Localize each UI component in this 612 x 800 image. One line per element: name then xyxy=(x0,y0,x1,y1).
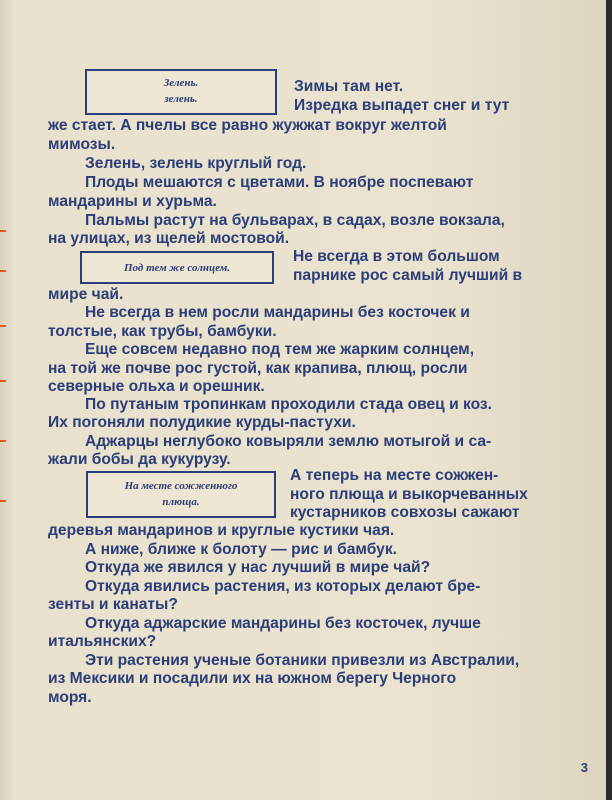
text-line: А ниже, ближе к болоту — рис и бамбук. xyxy=(85,541,397,558)
text-line: А теперь на месте сожжен- xyxy=(290,467,499,484)
text-line: на той же почве рос густой, как крапива, плющ, росли xyxy=(48,360,468,377)
text-line: Изредка выпадет снег и тут xyxy=(294,97,510,114)
text-line: По путаным тропинкам проходили стада овец и коз. xyxy=(85,396,493,413)
text-line: Аджарцы неглубоко ковыряли землю мотыгой и са- xyxy=(85,433,492,450)
margin-note-line: Зелень. xyxy=(163,77,199,89)
text-line: на улицах, из щелей мостовой. xyxy=(48,230,290,247)
text-line: Не всегда в этом большом xyxy=(293,248,500,265)
text-line: Плоды мешаются с цветами. В ноябре поспевают xyxy=(85,174,474,191)
text-line: Зелень, зелень круглый год. xyxy=(85,155,307,172)
margin-note-burned-ivy xyxy=(86,471,276,518)
text-line: кустарников совхозы сажают xyxy=(290,504,520,521)
text-line: из Мексики и посадили их на южном берегу Черного xyxy=(48,670,457,687)
text-line: Откуда аджарские мандарины без косточек, лучше xyxy=(85,615,481,632)
text-line: зенты и канаты? xyxy=(48,596,178,613)
margin-note-line: Под тем же солнцем. xyxy=(124,262,230,274)
text-line: итальянских? xyxy=(48,633,157,650)
text-line: Не всегда в нем росли мандарины без косточек и xyxy=(85,304,470,321)
text-line: парнике рос самый лучший в xyxy=(293,267,523,284)
text-line: деревья мандаринов и круглые кустики чая. xyxy=(48,522,395,539)
text-line: толстые, как трубы, бамбуки. xyxy=(48,323,277,340)
text-line: моря. xyxy=(48,689,92,706)
text-line: Откуда явились растения, из которых делают бре- xyxy=(85,578,481,595)
text-line: же стает. А пчелы все равно жужжат вокруг желтой xyxy=(48,117,447,134)
margin-note-same-sun xyxy=(80,251,274,284)
margin-note-line: зелень. xyxy=(164,93,198,105)
text-line: мимозы. xyxy=(48,136,116,153)
text-line: Зимы там нет. xyxy=(294,78,404,95)
text-line: Их погоняли полудикие курды-пастухи. xyxy=(48,414,356,431)
page-number: 3 xyxy=(580,760,588,775)
margin-note-line: На месте сожженного xyxy=(124,480,238,492)
text-line: Откуда же явился у нас лучший в мире чай? xyxy=(85,559,431,576)
text-line: жали бобы да кукурузу. xyxy=(48,451,231,468)
page-edge-marks xyxy=(0,230,8,550)
margin-note-line: плюща. xyxy=(162,496,200,508)
text-line: Пальмы растут на бульварах, в садах, возле вокзала, xyxy=(85,212,505,229)
text-line: мире чай. xyxy=(48,286,124,303)
text-line: Еще совсем недавно под тем же жарким солнцем, xyxy=(85,341,475,358)
text-line: мандарины и хурьма. xyxy=(48,193,217,210)
margin-note-greenery xyxy=(85,69,277,115)
text-line: северные ольха и орешник. xyxy=(48,378,265,395)
text-line: ного плюща и выкорчеванных xyxy=(290,486,528,503)
text-line: Эти растения ученые ботаники привезли из Австралии, xyxy=(85,652,520,669)
